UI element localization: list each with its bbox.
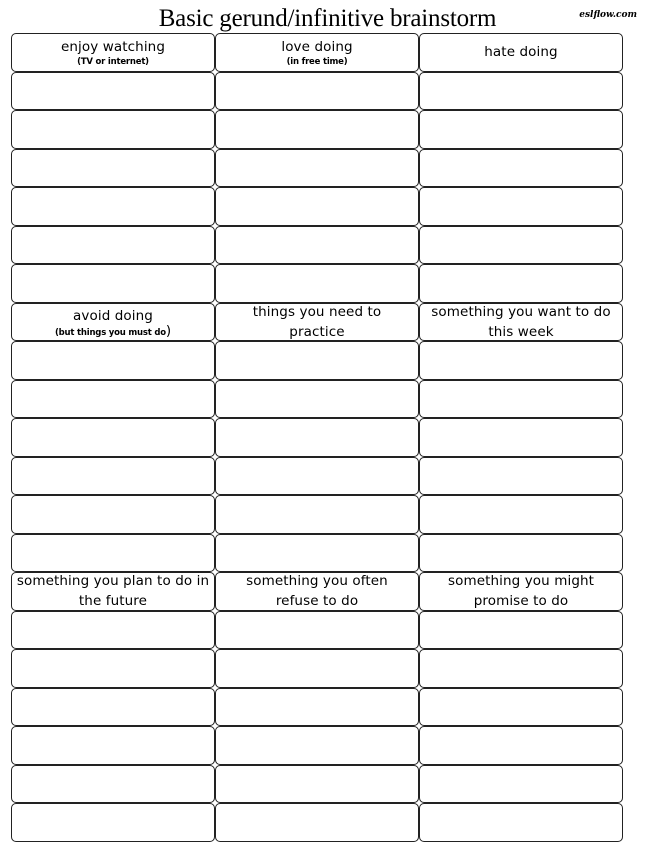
answer-cell[interactable] <box>215 495 419 534</box>
answer-cell[interactable] <box>419 110 623 149</box>
answer-row <box>11 226 623 265</box>
answer-cell[interactable] <box>11 418 215 457</box>
answer-cell[interactable] <box>215 534 419 573</box>
worksheet-title: Basic gerund/infinitive brainstorm <box>158 5 497 32</box>
header-cell-avoid-doing <box>11 303 215 342</box>
header-main: avoid doing <box>73 307 153 324</box>
answer-cell[interactable] <box>419 264 623 303</box>
answer-row <box>11 72 623 111</box>
answer-row <box>11 534 623 573</box>
answer-cell[interactable] <box>11 72 215 111</box>
answer-cell[interactable] <box>11 765 215 804</box>
answer-cell[interactable] <box>215 380 419 419</box>
answer-cell[interactable] <box>215 72 419 111</box>
answer-cell[interactable] <box>215 264 419 303</box>
answer-cell[interactable] <box>215 649 419 688</box>
answer-cell[interactable] <box>419 688 623 727</box>
answer-row <box>11 495 623 534</box>
answer-cell[interactable] <box>419 72 623 111</box>
header-row <box>11 33 623 72</box>
answer-cell[interactable] <box>215 611 419 650</box>
answer-cell[interactable] <box>11 726 215 765</box>
header-sub: (TV or internet) <box>77 57 149 68</box>
header-main: something you want to do this week <box>431 303 611 340</box>
header-sub <box>54 322 171 339</box>
answer-cell[interactable] <box>11 457 215 496</box>
answer-row <box>11 341 623 380</box>
answer-cell[interactable] <box>419 457 623 496</box>
answer-cell[interactable] <box>419 341 623 380</box>
answer-cell[interactable] <box>11 149 215 188</box>
answer-cell[interactable] <box>215 187 419 226</box>
header-main: enjoy watching <box>60 39 165 56</box>
answer-cell[interactable] <box>11 649 215 688</box>
answer-cell[interactable] <box>419 726 623 765</box>
answer-cell[interactable] <box>11 803 215 842</box>
answer-row <box>11 110 623 149</box>
answer-cell[interactable] <box>215 418 419 457</box>
answer-cell[interactable] <box>215 803 419 842</box>
answer-row <box>11 611 623 650</box>
answer-cell[interactable] <box>215 149 419 188</box>
answer-cell[interactable] <box>11 380 215 419</box>
header-row <box>11 572 623 611</box>
header-main: something you often refuse to do <box>246 573 388 610</box>
header-main: something you might promise to do <box>447 573 595 610</box>
answer-cell[interactable] <box>215 457 419 496</box>
answer-cell[interactable] <box>11 688 215 727</box>
answer-row <box>11 187 623 226</box>
answer-cell[interactable] <box>419 187 623 226</box>
answer-cell[interactable] <box>11 226 215 265</box>
answer-cell[interactable] <box>215 688 419 727</box>
header-main: love doing <box>281 39 353 56</box>
answer-row <box>11 803 623 842</box>
header-cell-want-this-week <box>419 303 623 342</box>
answer-cell[interactable] <box>11 611 215 650</box>
answer-row <box>11 457 623 496</box>
header-main: something you plan to do in the future <box>16 573 210 610</box>
answer-row <box>11 418 623 457</box>
header-sub-paren: ) <box>165 322 171 339</box>
header-main: things you need to practice <box>252 303 382 340</box>
header-sub-text: (but things you must do <box>54 327 166 338</box>
answer-row <box>11 688 623 727</box>
site-watermark: eslflow.com <box>579 10 637 20</box>
brainstorm-grid <box>11 33 623 842</box>
header-cell-plan-future <box>11 572 215 611</box>
answer-cell[interactable] <box>419 649 623 688</box>
answer-cell[interactable] <box>419 418 623 457</box>
answer-cell[interactable] <box>215 110 419 149</box>
answer-cell[interactable] <box>419 380 623 419</box>
answer-row <box>11 264 623 303</box>
header-cell-might-promise <box>419 572 623 611</box>
header-cell-often-refuse <box>215 572 419 611</box>
answer-cell[interactable] <box>11 341 215 380</box>
header-cell-love-doing <box>215 33 419 72</box>
answer-cell[interactable] <box>215 341 419 380</box>
answer-cell[interactable] <box>419 611 623 650</box>
answer-cell[interactable] <box>419 495 623 534</box>
answer-cell[interactable] <box>11 110 215 149</box>
answer-cell[interactable] <box>419 765 623 804</box>
answer-cell[interactable] <box>11 187 215 226</box>
answer-cell[interactable] <box>419 534 623 573</box>
header-sub: (in free time) <box>286 57 348 68</box>
answer-cell[interactable] <box>419 226 623 265</box>
header-row <box>11 303 623 342</box>
answer-cell[interactable] <box>215 765 419 804</box>
answer-cell[interactable] <box>11 495 215 534</box>
answer-row <box>11 649 623 688</box>
header-cell-enjoy-watching <box>11 33 215 72</box>
answer-cell[interactable] <box>419 803 623 842</box>
answer-cell[interactable] <box>419 149 623 188</box>
answer-row <box>11 149 623 188</box>
answer-row <box>11 380 623 419</box>
answer-cell[interactable] <box>215 226 419 265</box>
answer-cell[interactable] <box>215 726 419 765</box>
answer-row <box>11 765 623 804</box>
answer-cell[interactable] <box>11 534 215 573</box>
answer-cell[interactable] <box>11 264 215 303</box>
header-main: hate doing <box>484 44 558 61</box>
header-cell-need-to-practice <box>215 303 419 342</box>
answer-row <box>11 726 623 765</box>
header-cell-hate-doing <box>419 33 623 72</box>
